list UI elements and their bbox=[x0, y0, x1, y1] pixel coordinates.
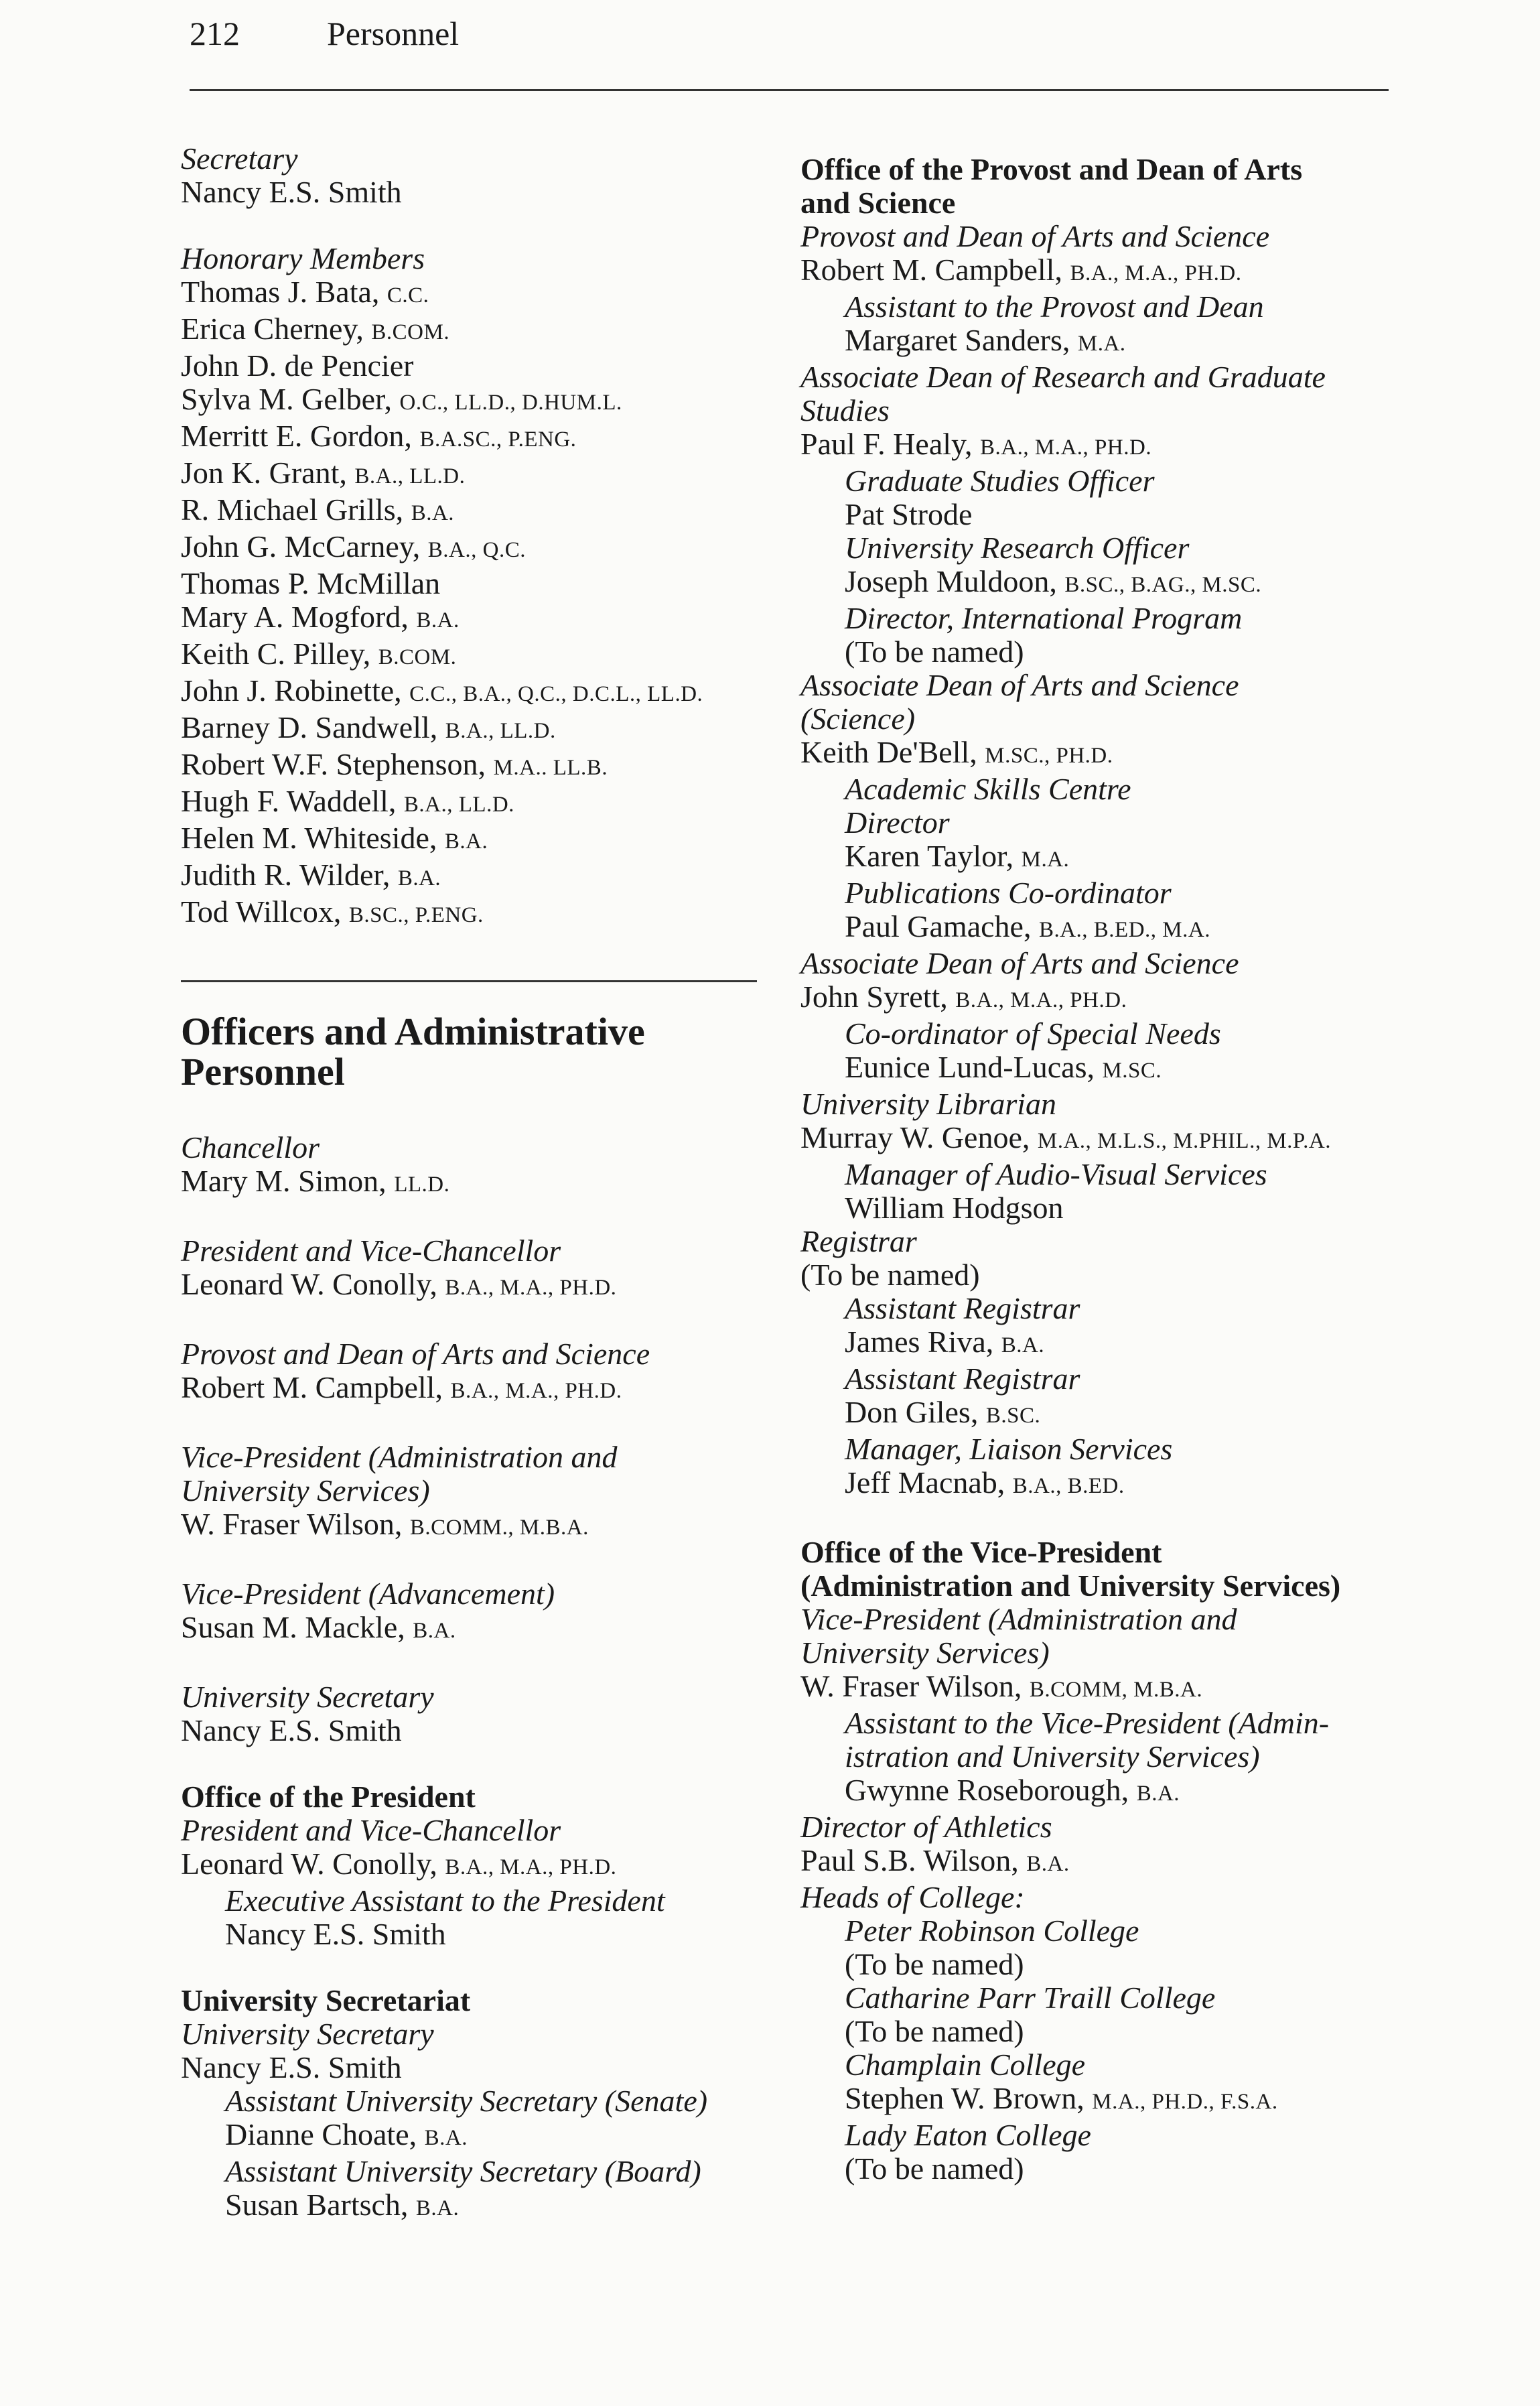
office-heading: and Science bbox=[800, 186, 956, 220]
credentials: B.COMM, M.B.A. bbox=[1029, 1678, 1203, 1702]
section-heading: Officers and Administrative bbox=[181, 1010, 645, 1053]
position-title: Director, International Program bbox=[845, 601, 1243, 635]
spacer bbox=[181, 1544, 784, 1577]
person-name: Tod Willcox, bbox=[181, 894, 349, 929]
person-name: John J. Robinette, bbox=[181, 673, 410, 708]
position-title: University Librarian bbox=[800, 1087, 1057, 1121]
person-entry bbox=[800, 324, 1403, 360]
position-title: Peter Robinson College bbox=[845, 1914, 1139, 1948]
position-title: Assistant University Secretary (Senate) bbox=[225, 2084, 708, 2118]
person-entry bbox=[800, 427, 1403, 464]
person-entry bbox=[800, 840, 1403, 876]
credentials: B.A., M.A., PH.D. bbox=[445, 1855, 617, 1879]
credentials: M.A.. LL.B. bbox=[493, 756, 608, 780]
person-name: Joseph Muldoon, bbox=[845, 564, 1065, 598]
person-name: R. Michael Grills, bbox=[181, 492, 411, 527]
person-entry bbox=[800, 1258, 1403, 1292]
credentials: B.A. bbox=[415, 2196, 460, 2220]
person-entry bbox=[800, 1466, 1403, 1503]
person-entry bbox=[800, 1670, 1403, 1707]
header-rule bbox=[190, 89, 1389, 91]
person-entry bbox=[181, 637, 784, 674]
position-title: Provost and Dean of Arts and Science bbox=[800, 219, 1270, 253]
office-heading: Office of the Vice-President bbox=[800, 1535, 1162, 1569]
position-title: University Secretary bbox=[181, 2017, 434, 2051]
person-entry bbox=[181, 821, 784, 858]
spacer bbox=[800, 1503, 1403, 1536]
person-entry bbox=[800, 253, 1403, 290]
credentials: C.C., B.A., Q.C., D.C.L., LL.D. bbox=[409, 682, 703, 706]
credentials: B.A., M.A., PH.D. bbox=[955, 988, 1127, 1012]
person-entry bbox=[800, 980, 1403, 1017]
person-entry bbox=[181, 895, 784, 932]
credentials: B.A., M.A., PH.D. bbox=[980, 436, 1152, 460]
person-name: W. Fraser Wilson, bbox=[181, 1507, 410, 1541]
position-title: Provost and Dean of Arts and Science bbox=[181, 1337, 650, 1371]
person-name: Nancy E.S. Smith bbox=[225, 1917, 446, 1951]
person-entry bbox=[800, 2082, 1403, 2119]
position-title: Assistant to the Provost and Dean bbox=[845, 289, 1264, 324]
section-rule bbox=[181, 980, 757, 982]
position-title: Lady Eaton College bbox=[845, 2118, 1091, 2152]
person-name: W. Fraser Wilson, bbox=[800, 1669, 1030, 1703]
position-title: Director of Athletics bbox=[800, 1810, 1052, 1844]
credentials: B.A., LL.D. bbox=[445, 719, 556, 743]
credentials: O.C., LL.D., D.HUM.L. bbox=[399, 391, 622, 415]
position-title: Secretary bbox=[181, 141, 298, 176]
person-name: Leonard W. Conolly, bbox=[181, 1267, 445, 1301]
credentials: B.A.SC., P.ENG. bbox=[419, 427, 577, 452]
position-title: Director bbox=[845, 805, 950, 840]
person-name: Murray W. Genoe, bbox=[800, 1120, 1038, 1154]
person-entry bbox=[181, 349, 784, 383]
position-title: Manager of Audio-Visual Services bbox=[845, 1157, 1267, 1191]
position-title: Manager, Liaison Services bbox=[845, 1432, 1173, 1466]
credentials: M.A. bbox=[1021, 848, 1070, 872]
person-name: Robert M. Campbell, bbox=[181, 1370, 451, 1404]
person-entry bbox=[181, 1268, 784, 1305]
person-entry bbox=[181, 1611, 784, 1648]
person-name: Robert W.F. Stephenson, bbox=[181, 747, 494, 781]
spacer bbox=[181, 1092, 784, 1131]
position-title: Publications Co-ordinator bbox=[845, 876, 1172, 910]
person-entry bbox=[181, 785, 784, 821]
person-entry bbox=[181, 600, 784, 637]
spacer bbox=[181, 1201, 784, 1234]
credentials: B.A., M.A., PH.D. bbox=[450, 1379, 622, 1403]
position-title: President and Vice-Chancellor bbox=[181, 1233, 561, 1268]
position-title: Registrar bbox=[800, 1224, 917, 1258]
position-title: Associate Dean of Arts and Science bbox=[800, 946, 1239, 980]
credentials: B.A. bbox=[416, 608, 460, 632]
person-name: Stephen W. Brown, bbox=[845, 2081, 1093, 2115]
person-entry bbox=[800, 1325, 1403, 1362]
person-name: John G. McCarney, bbox=[181, 529, 428, 563]
credentials: C.C. bbox=[387, 283, 429, 308]
person-entry bbox=[800, 565, 1403, 602]
person-name: Karen Taylor, bbox=[845, 839, 1022, 873]
credentials: B.A., B.ED., M.A. bbox=[1038, 918, 1210, 942]
person-entry bbox=[181, 674, 784, 711]
person-entry bbox=[181, 530, 784, 567]
person-name: (To be named) bbox=[845, 2151, 1024, 2186]
person-entry bbox=[181, 2188, 784, 2225]
person-name: Eunice Lund-Lucas, bbox=[845, 1050, 1103, 1084]
position-title: Studies bbox=[800, 393, 890, 427]
position-title: Executive Assistant to the President bbox=[225, 1883, 665, 1918]
position-title: Assistant University Secretary (Board) bbox=[225, 2154, 701, 2188]
person-name: John D. de Pencier bbox=[181, 348, 414, 383]
person-name: Jon K. Grant, bbox=[181, 456, 355, 490]
credentials: B.A. bbox=[1026, 1852, 1070, 1876]
person-entry bbox=[181, 2118, 784, 2155]
person-name: Merritt E. Gordon, bbox=[181, 419, 420, 453]
credentials: B.A. bbox=[1001, 1333, 1045, 1357]
spacer bbox=[181, 1408, 784, 1441]
person-entry bbox=[800, 2152, 1403, 2186]
credentials: B.A. bbox=[397, 866, 441, 890]
person-entry bbox=[181, 419, 784, 456]
person-name: (To be named) bbox=[845, 1947, 1024, 1981]
position-title: University Services) bbox=[800, 1635, 1050, 1670]
page-number: 212 bbox=[190, 15, 240, 52]
right-column bbox=[800, 153, 1403, 2186]
person-name: Susan M. Mackle, bbox=[181, 1610, 413, 1644]
person-entry bbox=[181, 1508, 784, 1544]
person-entry bbox=[800, 1774, 1403, 1810]
position-title: Assistant Registrar bbox=[845, 1361, 1080, 1396]
person-name: Thomas J. Bata, bbox=[181, 275, 387, 309]
person-name: Paul F. Healy, bbox=[800, 427, 981, 461]
position-title: University Research Officer bbox=[845, 531, 1190, 565]
credentials: M.A. bbox=[1077, 332, 1126, 356]
position-title: President and Vice-Chancellor bbox=[181, 1813, 561, 1847]
person-name: Mary M. Simon, bbox=[181, 1164, 395, 1198]
person-entry bbox=[181, 1164, 784, 1201]
credentials: B.A., M.A., PH.D. bbox=[1070, 261, 1242, 285]
position-title: Graduate Studies Officer bbox=[845, 464, 1155, 498]
person-name: John Syrett, bbox=[800, 980, 956, 1014]
person-name: Erica Cherney, bbox=[181, 312, 372, 346]
office-heading: (Administration and University Services) bbox=[800, 1568, 1341, 1603]
person-entry bbox=[800, 910, 1403, 947]
credentials: B.A. bbox=[444, 829, 488, 854]
credentials: M.A., M.L.S., M.PHIL., M.P.A. bbox=[1037, 1129, 1331, 1153]
position-title: (Science) bbox=[800, 701, 916, 736]
person-name: Judith R. Wilder, bbox=[181, 858, 398, 892]
spacer bbox=[181, 209, 784, 242]
person-name: (To be named) bbox=[845, 2014, 1024, 2048]
section-heading: Personnel bbox=[181, 1050, 345, 1093]
credentials: B.A., LL.D. bbox=[403, 793, 514, 817]
person-name: Sylva M. Gelber, bbox=[181, 382, 400, 416]
person-name: James Riva, bbox=[845, 1325, 1001, 1359]
person-name: Don Giles, bbox=[845, 1395, 986, 1429]
person-entry bbox=[800, 1121, 1403, 1158]
person-entry bbox=[181, 1918, 784, 1951]
person-name: (To be named) bbox=[845, 634, 1024, 669]
credentials: M.SC., PH.D. bbox=[985, 744, 1113, 768]
person-name: William Hodgson bbox=[845, 1191, 1064, 1225]
person-entry bbox=[800, 498, 1403, 531]
person-entry bbox=[181, 456, 784, 493]
person-name: Nancy E.S. Smith bbox=[181, 175, 402, 209]
person-name: Paul S.B. Wilson, bbox=[800, 1843, 1027, 1877]
position-title: Assistant to the Vice-President (Admin- bbox=[845, 1706, 1330, 1740]
person-entry bbox=[181, 383, 784, 419]
credentials: M.SC. bbox=[1102, 1059, 1162, 1083]
office-heading: Office of the Provost and Dean of Arts bbox=[800, 152, 1303, 186]
spacer bbox=[181, 1747, 784, 1780]
credentials: B.A., B.ED. bbox=[1012, 1474, 1125, 1498]
person-entry bbox=[800, 1051, 1403, 1087]
credentials: B.A., LL.D. bbox=[354, 464, 466, 488]
person-name: Paul Gamache, bbox=[845, 909, 1039, 943]
person-entry bbox=[181, 858, 784, 895]
position-title: Co-ordinator of Special Needs bbox=[845, 1016, 1221, 1051]
position-title: Vice-President (Administration and bbox=[800, 1602, 1237, 1636]
person-entry bbox=[181, 1714, 784, 1747]
person-entry bbox=[181, 748, 784, 785]
credentials: LL.D. bbox=[394, 1173, 450, 1197]
spacer bbox=[181, 1305, 784, 1337]
credentials: B.A. bbox=[411, 501, 455, 525]
person-name: Barney D. Sandwell, bbox=[181, 710, 445, 744]
spacer bbox=[181, 1648, 784, 1680]
office-heading: University Secretariat bbox=[181, 1983, 471, 2017]
person-entry bbox=[181, 1847, 784, 1884]
credentials: M.A., PH.D., F.S.A. bbox=[1092, 2090, 1278, 2114]
position-title: Vice-President (Advancement) bbox=[181, 1577, 555, 1611]
person-entry bbox=[800, 736, 1403, 773]
person-name: Pat Strode bbox=[845, 497, 973, 531]
person-entry bbox=[181, 567, 784, 600]
person-entry bbox=[181, 1371, 784, 1408]
person-name: Dianne Choate, bbox=[225, 2117, 425, 2151]
position-title: Honorary Members bbox=[181, 241, 425, 275]
person-name: Jeff Macnab, bbox=[845, 1465, 1013, 1499]
page-header bbox=[190, 9, 459, 58]
credentials: B.COMM., M.B.A. bbox=[409, 1516, 589, 1540]
person-name: Nancy E.S. Smith bbox=[181, 2050, 402, 2084]
person-entry bbox=[800, 1948, 1403, 1981]
person-name: Leonard W. Conolly, bbox=[181, 1847, 445, 1881]
position-title: Associate Dean of Arts and Science bbox=[800, 668, 1239, 702]
position-title: Assistant Registrar bbox=[845, 1291, 1080, 1325]
person-name: Margaret Sanders, bbox=[845, 323, 1078, 357]
credentials: B.A. bbox=[424, 2126, 468, 2150]
left-column bbox=[181, 142, 784, 2225]
person-entry bbox=[800, 635, 1403, 669]
spacer bbox=[181, 1951, 784, 1984]
person-entry bbox=[800, 1191, 1403, 1225]
person-entry bbox=[181, 176, 784, 209]
position-title: Heads of College: bbox=[800, 1880, 1025, 1914]
credentials: B.SC., B.AG., M.SC. bbox=[1064, 573, 1262, 597]
credentials: B.SC., P.ENG. bbox=[348, 903, 484, 927]
person-name: Nancy E.S. Smith bbox=[181, 1713, 402, 1747]
person-name: Mary A. Mogford, bbox=[181, 600, 417, 634]
credentials: B.COM. bbox=[378, 645, 457, 669]
credentials: B.COM. bbox=[371, 320, 450, 344]
person-entry bbox=[800, 2015, 1403, 2048]
person-entry bbox=[181, 312, 784, 349]
position-title: Academic Skills Centre bbox=[845, 772, 1131, 806]
position-title: Chancellor bbox=[181, 1130, 320, 1164]
person-name: Helen M. Whiteside, bbox=[181, 821, 445, 855]
position-title: Vice-President (Administration and bbox=[181, 1440, 618, 1474]
person-entry bbox=[181, 711, 784, 748]
position-title: Champlain College bbox=[845, 2048, 1086, 2082]
person-entry bbox=[181, 2051, 784, 2084]
credentials: B.A. bbox=[1136, 1782, 1180, 1806]
position-title: Associate Dean of Research and Graduate bbox=[800, 360, 1326, 394]
credentials: B.SC. bbox=[985, 1404, 1041, 1428]
position-title: Catharine Parr Traill College bbox=[845, 1981, 1216, 2015]
office-heading: Office of the President bbox=[181, 1780, 476, 1814]
credentials: B.A., Q.C. bbox=[427, 538, 526, 562]
person-name: Gwynne Roseborough, bbox=[845, 1773, 1137, 1807]
person-entry bbox=[181, 275, 784, 312]
person-entry bbox=[800, 1396, 1403, 1432]
credentials: B.A., M.A., PH.D. bbox=[445, 1276, 617, 1300]
person-entry bbox=[181, 493, 784, 530]
person-name: Hugh F. Waddell, bbox=[181, 784, 404, 818]
credentials: B.A. bbox=[413, 1619, 456, 1643]
position-title: University Services) bbox=[181, 1473, 430, 1508]
position-title: istration and University Services) bbox=[845, 1739, 1260, 1774]
person-entry bbox=[800, 1844, 1403, 1881]
position-title: University Secretary bbox=[181, 1680, 434, 1714]
person-name: Keith C. Pilley, bbox=[181, 637, 378, 671]
section-title: Personnel bbox=[327, 15, 460, 52]
person-name: Robert M. Campbell, bbox=[800, 253, 1070, 287]
person-name: Thomas P. McMillan bbox=[181, 566, 441, 600]
person-name: Susan Bartsch, bbox=[225, 2188, 416, 2222]
person-name: Keith De'Bell, bbox=[800, 735, 985, 769]
person-name: (To be named) bbox=[800, 1258, 980, 1292]
